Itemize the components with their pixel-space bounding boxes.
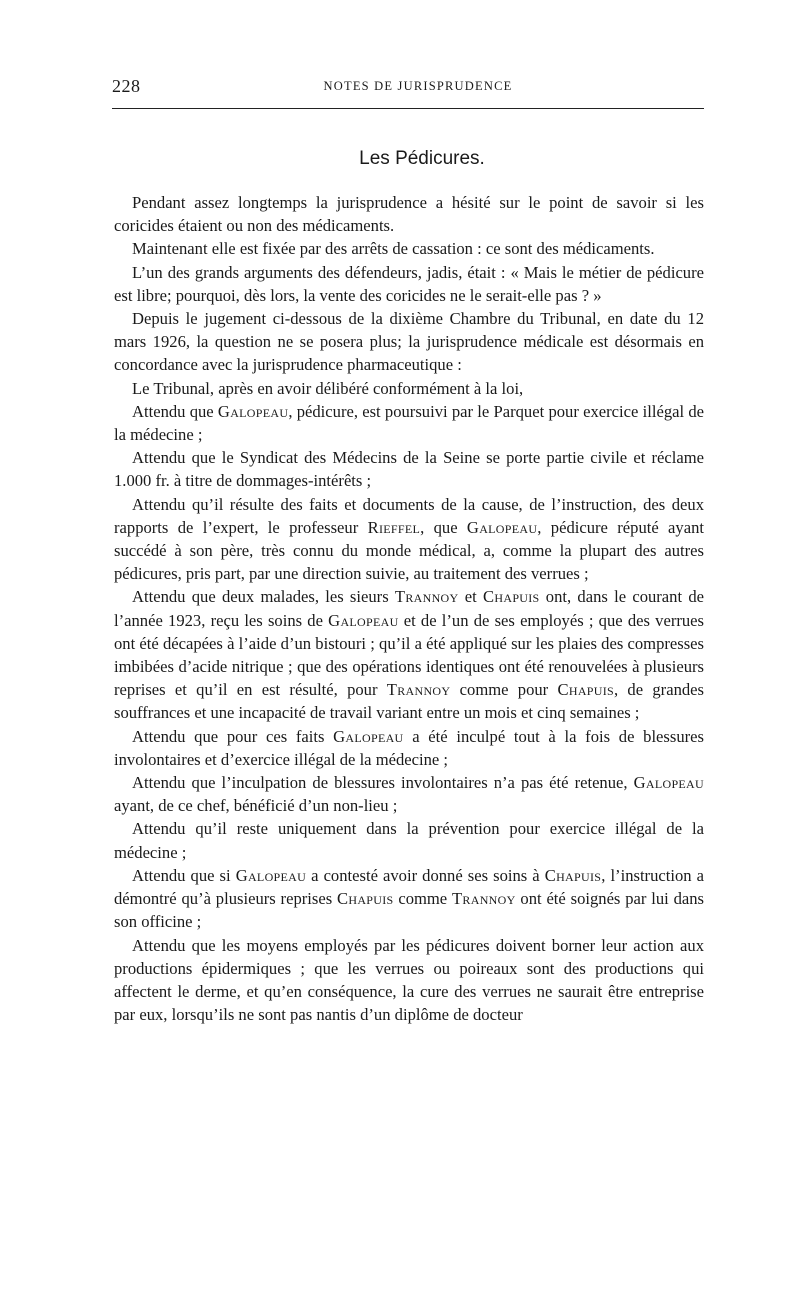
paragraph-text: Attendu que l’inculpation de blessures involontaires n’a pas été retenue, — [132, 773, 634, 793]
person-name: Chapuis — [557, 680, 614, 700]
paragraph-text: , l’instruction a démontré qu’à plusieurs reprises — [114, 865, 704, 909]
paragraph-text: comme — [393, 889, 452, 909]
paragraph-text: a contesté avoir donné ses soins à — [306, 865, 545, 885]
paragraph-text: Attendu que le Syndicat des Médecins de la Seine se porte partie civile et réclame 1.000 fr. à titre de dommages-intérêts ; — [114, 448, 704, 491]
paragraph-text: Attendu que les moyens employés par les pédicures doivent borner leur action aux productions épidermiques ; que les verrues ou poireaux sont des productions qui affectent le derme, et qu’en conséquence, la cure des verrues ne saurait être entreprise par eux, lorsqu’ils ne sont pas nantis d’un diplôme de docteur — [114, 935, 704, 1025]
paragraph-text: ont, dans le courant de l’année 1923, reçu les soins de — [114, 587, 705, 630]
paragraph — [114, 446, 704, 492]
paragraph — [114, 261, 704, 307]
paragraph-text: comme pour — [450, 680, 558, 700]
paragraph-text: L’un des grands arguments des défendeurs, jadis, était : « Mais le métier de pédicure est libre; pourquoi, dès lors, la vente des coricides ne le serait-elle pas ? » — [114, 262, 704, 305]
person-name: Chapuis — [544, 865, 602, 885]
paragraph-text: et de l’un de ses employés ; que des verrues ont été décapées à l’aide d’un bistouri ; qu’il a été appliqué sur les plaies des compresses imbibées d’acide nitrique ; que des opérations identiques ont été renouvelées à plusieurs reprises et qu’il en est résulté, pour — [114, 610, 704, 700]
paragraph — [114, 725, 704, 771]
paragraph — [114, 493, 704, 586]
person-name: Trannoy — [394, 587, 459, 607]
paragraph-text: Attendu qu’il résulte des faits et documents de la cause, de l’instruction, des deux rapports de l’expert, le professeur — [114, 494, 704, 537]
paragraph-text: Attendu qu’il reste uniquement dans la prévention pour exercice illégal de la médecine ; — [114, 819, 704, 862]
header-rule — [112, 108, 704, 109]
paragraph-text: Maintenant elle est fixée par des arrêts de cassation : ce sont des médicaments. — [132, 239, 655, 259]
paragraph — [114, 400, 704, 446]
paragraph — [114, 191, 704, 237]
paragraph-text: Depuis le jugement ci-dessous de la dixième Chambre du Tribunal, en date du 12 mars 1926, la question ne se posera plus; la jurisprudence médicale est désormais en concordance avec la jurisprudence pharmaceutique : — [114, 309, 704, 375]
paragraph-text: a été inculpé tout à la fois de blessures involontaires et d’exercice illégal de la médecine ; — [114, 726, 704, 769]
person-name: Galopeau — [328, 610, 399, 630]
page-number: 228 — [112, 76, 141, 96]
paragraph-text: , pédicure réputé ayant succédé à son père, très connu du monde médical, a, comme la plupart des autres pédicures, pris part, par une direction suivie, au traitement des verrues ; — [114, 517, 704, 584]
person-name: Trannoy — [452, 889, 516, 909]
person-name: Galopeau — [633, 773, 704, 793]
running-title: NOTES DE JURISPRUDENCE — [323, 79, 513, 93]
paragraph-text: , pédicure, est poursuivi par le Parquet pour exercice illégal de la médecine ; — [114, 401, 704, 445]
person-name: Galopeau — [235, 865, 307, 885]
person-name: Chapuis — [483, 587, 540, 607]
article-title: Les Pédicures. — [359, 148, 485, 169]
paragraph-text: Attendu que pour ces faits — [132, 726, 334, 746]
paragraph-text: Attendu que si — [132, 865, 236, 885]
paragraph — [114, 307, 704, 377]
paragraph-text: Attendu que — [132, 401, 218, 421]
person-name: Galopeau — [217, 401, 289, 421]
paragraph-text: Attendu que deux malades, les sieurs — [132, 587, 395, 607]
paragraph — [114, 237, 704, 260]
paragraph — [114, 377, 704, 400]
article-body — [114, 191, 704, 1026]
running-head — [112, 76, 704, 100]
paragraph-text: Le Tribunal, après en avoir délibéré conformément à la loi, — [132, 378, 524, 398]
paragraph-text: , de grandes souffrances et une incapacité de travail variant entre un mois et cinq semaines ; — [114, 680, 704, 723]
paragraph-text: ayant, de ce chef, bénéficié d’un non-lieu ; — [114, 796, 398, 816]
paragraph-text: , que — [420, 517, 467, 537]
person-name: Galopeau — [333, 726, 404, 746]
paragraph-text: ont été soignés par lui dans son officine ; — [114, 889, 704, 932]
paragraph — [114, 585, 704, 724]
paragraph — [114, 934, 704, 1027]
person-name: Rieffel — [367, 517, 421, 537]
paragraph-text: Pendant assez longtemps la jurisprudence a hésité sur le point de savoir si les coricides étaient ou non des médicaments. — [114, 193, 704, 236]
person-name: Chapuis — [336, 889, 394, 909]
person-name: Trannoy — [386, 680, 451, 700]
paragraph — [114, 771, 704, 817]
person-name: Galopeau — [466, 517, 538, 537]
paragraph — [114, 817, 704, 863]
paragraph-text: et — [458, 587, 484, 607]
paragraph — [114, 864, 704, 934]
